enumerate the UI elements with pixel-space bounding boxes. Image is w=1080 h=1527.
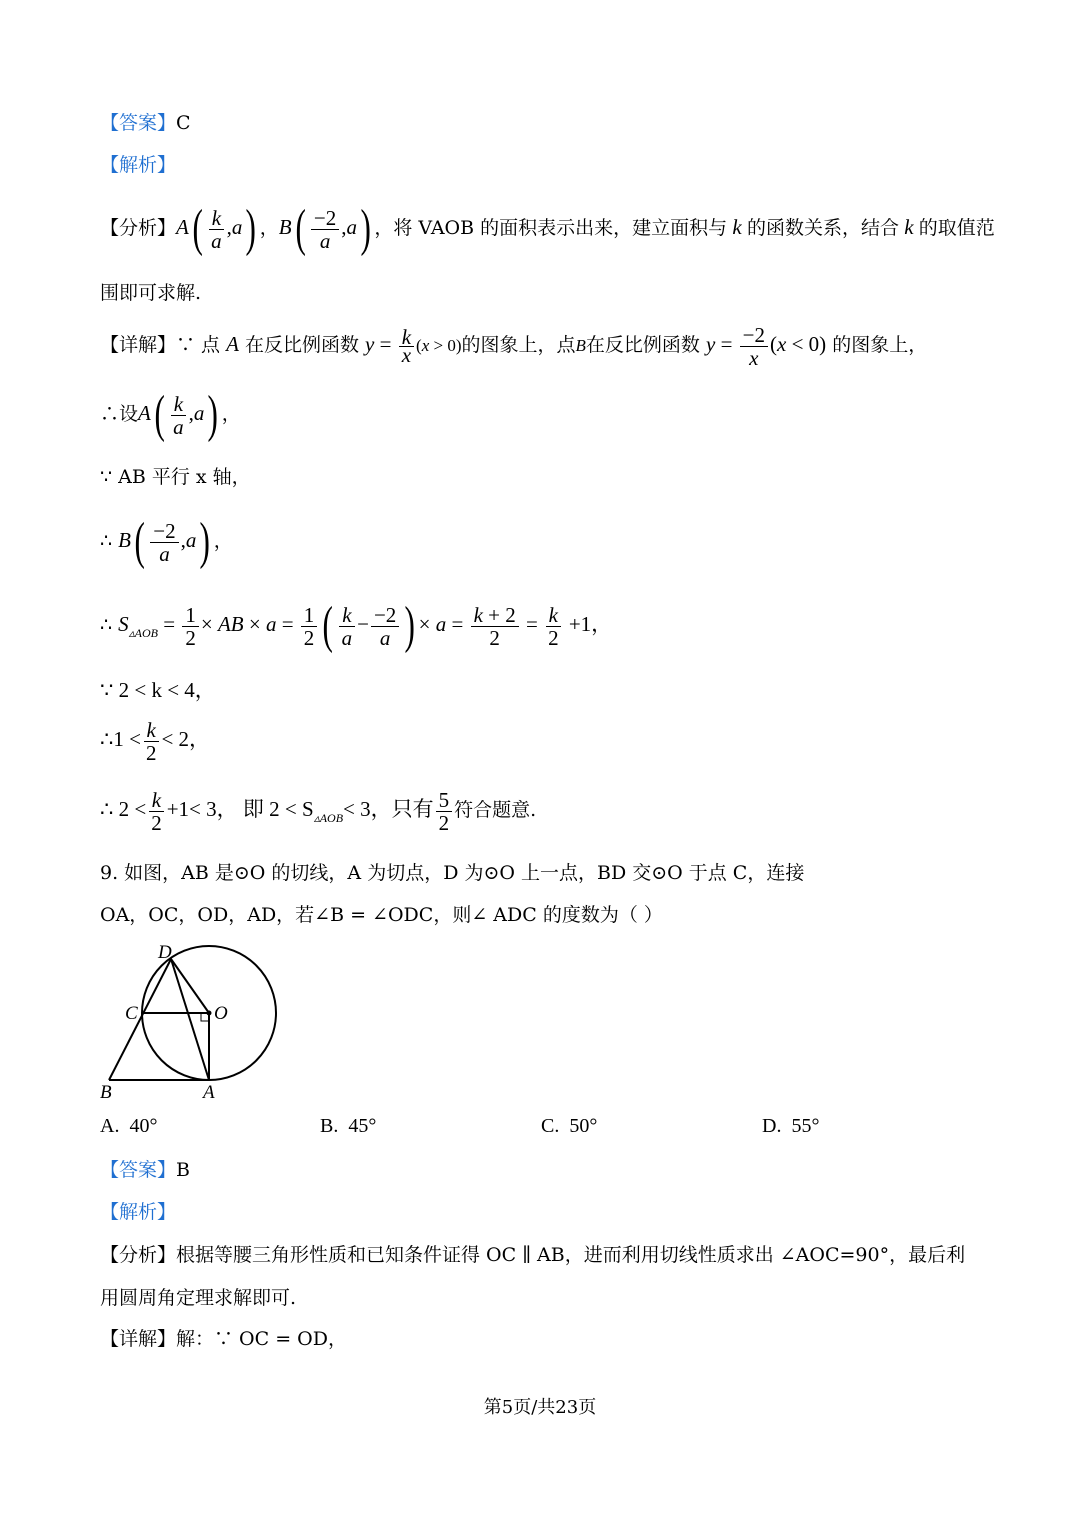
label-C: C bbox=[125, 1003, 138, 1024]
step-parallel: ∵ AB 平行 x 轴， bbox=[100, 466, 251, 488]
label-B: B bbox=[100, 1082, 112, 1103]
option-B[interactable] bbox=[320, 1115, 376, 1138]
q9-stem-line1: 9. 如图，AB 是⊙O 的切线，A 为切点，D 为⊙O 上一点，BD 交⊙O 于点 C，连接 bbox=[100, 862, 805, 884]
detail-text-c: 的图象上，点 bbox=[461, 334, 576, 356]
option-letter: B. bbox=[320, 1115, 339, 1137]
page-footer: 第5页/共23页 bbox=[483, 1397, 597, 1418]
step-S-label: ∴ bbox=[100, 614, 113, 636]
step-final-c: < 3，只有 bbox=[343, 797, 434, 821]
segment-DO bbox=[171, 959, 209, 1013]
q9-stem-line2: OA，OC，OD，AD，若∠B = ∠ODC，则∠ ADC 的度数为（ ） bbox=[100, 904, 663, 926]
option-A[interactable] bbox=[100, 1115, 157, 1138]
answer-value: C bbox=[176, 112, 191, 134]
analysis-tag: 【解析】 bbox=[100, 1201, 177, 1223]
q9-analysis-tag bbox=[100, 1200, 176, 1224]
step-set-A: ∴设A( $\frac{k}{a}$ ,a) ， bbox=[100, 386, 241, 443]
answer-tag: 【答案】 bbox=[100, 1159, 177, 1181]
q9-answer-line bbox=[100, 1158, 190, 1182]
q8-answer-line bbox=[100, 111, 191, 135]
point-O bbox=[207, 1011, 212, 1016]
step-final-d: 符合题意. bbox=[454, 799, 537, 821]
detail-text: 解：∵ OC = OD， bbox=[176, 1328, 347, 1350]
answer-value: B bbox=[176, 1159, 190, 1181]
step-final-b: +1< 3， 即 2 < S bbox=[166, 797, 314, 821]
step-area: ∴ $S_{▵AOB}$ = $\frac{1}{2}$ × AB × a = $\frac{1}{2}$ ( $\frac{k}{a}$ − $\frac{-2}{a}$ ) × a = $\frac{k + 2}{2}$ = $\frac{k}{2}$ +1， bbox=[100, 597, 613, 654]
detail-tag: 【详解】 bbox=[100, 334, 177, 356]
option-letter: C. bbox=[541, 1115, 560, 1137]
step-B: ∴ B( $\frac{-2}{a}$ ,a) ， bbox=[100, 513, 233, 570]
step-range: ∵ 2 < k < 4， bbox=[100, 678, 216, 702]
q8-analysis-tag bbox=[100, 153, 176, 177]
detail-text-d: 在反比例函数 bbox=[585, 334, 700, 356]
detail-text-b: 在反比例函数 bbox=[244, 334, 359, 356]
answer-tag: 【答案】 bbox=[100, 112, 177, 134]
fenxi-tag: 【分析】 bbox=[100, 1244, 177, 1266]
q8-fenxi-line2: 围即可求解. bbox=[100, 282, 202, 304]
step-half-label: ∴1 < bbox=[100, 727, 141, 751]
option-letter: A. bbox=[100, 1115, 120, 1137]
detail-tag: 【详解】 bbox=[100, 1328, 177, 1350]
analysis-tag: 【解析】 bbox=[100, 154, 177, 176]
step-final: ∴ 2 < $\frac{k}{2}$ +1< 3， 即 $2 < S_{▵AOB}< 3$，只有 $\frac{5}{2}$ 符合题意. bbox=[100, 787, 537, 835]
label-A: A bbox=[203, 1082, 215, 1103]
detail-text-e: 的图象上， bbox=[832, 334, 928, 356]
option-value: 45° bbox=[348, 1115, 377, 1137]
q9-fenxi-line1 bbox=[100, 1243, 965, 1267]
q9-detail-line bbox=[100, 1327, 347, 1351]
segment-DA bbox=[171, 959, 209, 1080]
fenxi-text: 根据等腰三角形性质和已知条件证得 OC ∥ AB，进而利用切线性质求出 ∠AOC=90°，最后利 bbox=[176, 1244, 966, 1266]
step-set-label: ∴设 bbox=[100, 403, 139, 425]
q8-fenxi-line: 【分析】A( $\frac{k}{a}$ ,a) ，B( $\frac{-2}{a}$ ,a) ，将 VAOB 的面积表示出来，建立面积与 k 的函数关系，结合 k 的取值范 bbox=[100, 200, 995, 257]
fenxi-tag: 【分析】 bbox=[100, 217, 177, 239]
step-half: ∴1 < $\frac{k}{2}$ < 2， bbox=[100, 717, 211, 765]
option-letter: D. bbox=[762, 1115, 782, 1137]
detail-text-a: ∵ 点 bbox=[176, 334, 221, 356]
label-O: O bbox=[214, 1003, 228, 1024]
fenxi-text3: 的取值范 bbox=[918, 217, 995, 239]
geometry-figure bbox=[95, 938, 295, 1108]
step-final-a: ∴ 2 < bbox=[100, 797, 147, 821]
step-B-label: ∴ bbox=[100, 530, 113, 552]
option-D[interactable] bbox=[762, 1115, 819, 1138]
option-value: 55° bbox=[791, 1115, 820, 1137]
fenxi-text: ，将 VAOB 的面积表示出来，建立面积与 bbox=[374, 217, 728, 239]
fenxi-text2: 的函数关系，结合 bbox=[746, 217, 899, 239]
q8-detail-line: 【详解】∵ 点 A 在反比例函数 y = $\frac{k}{x}$ (x > 0)的图象上，点B在反比例函数 y = $\frac{-2}{x}$ (x < 0) 的图象上， bbox=[100, 322, 928, 370]
option-value: 40° bbox=[129, 1115, 158, 1137]
option-value: 50° bbox=[569, 1115, 598, 1137]
q9-fenxi-line2: 用圆周角定理求解即可. bbox=[100, 1287, 297, 1309]
label-D: D bbox=[158, 942, 172, 963]
option-C[interactable] bbox=[541, 1115, 597, 1138]
